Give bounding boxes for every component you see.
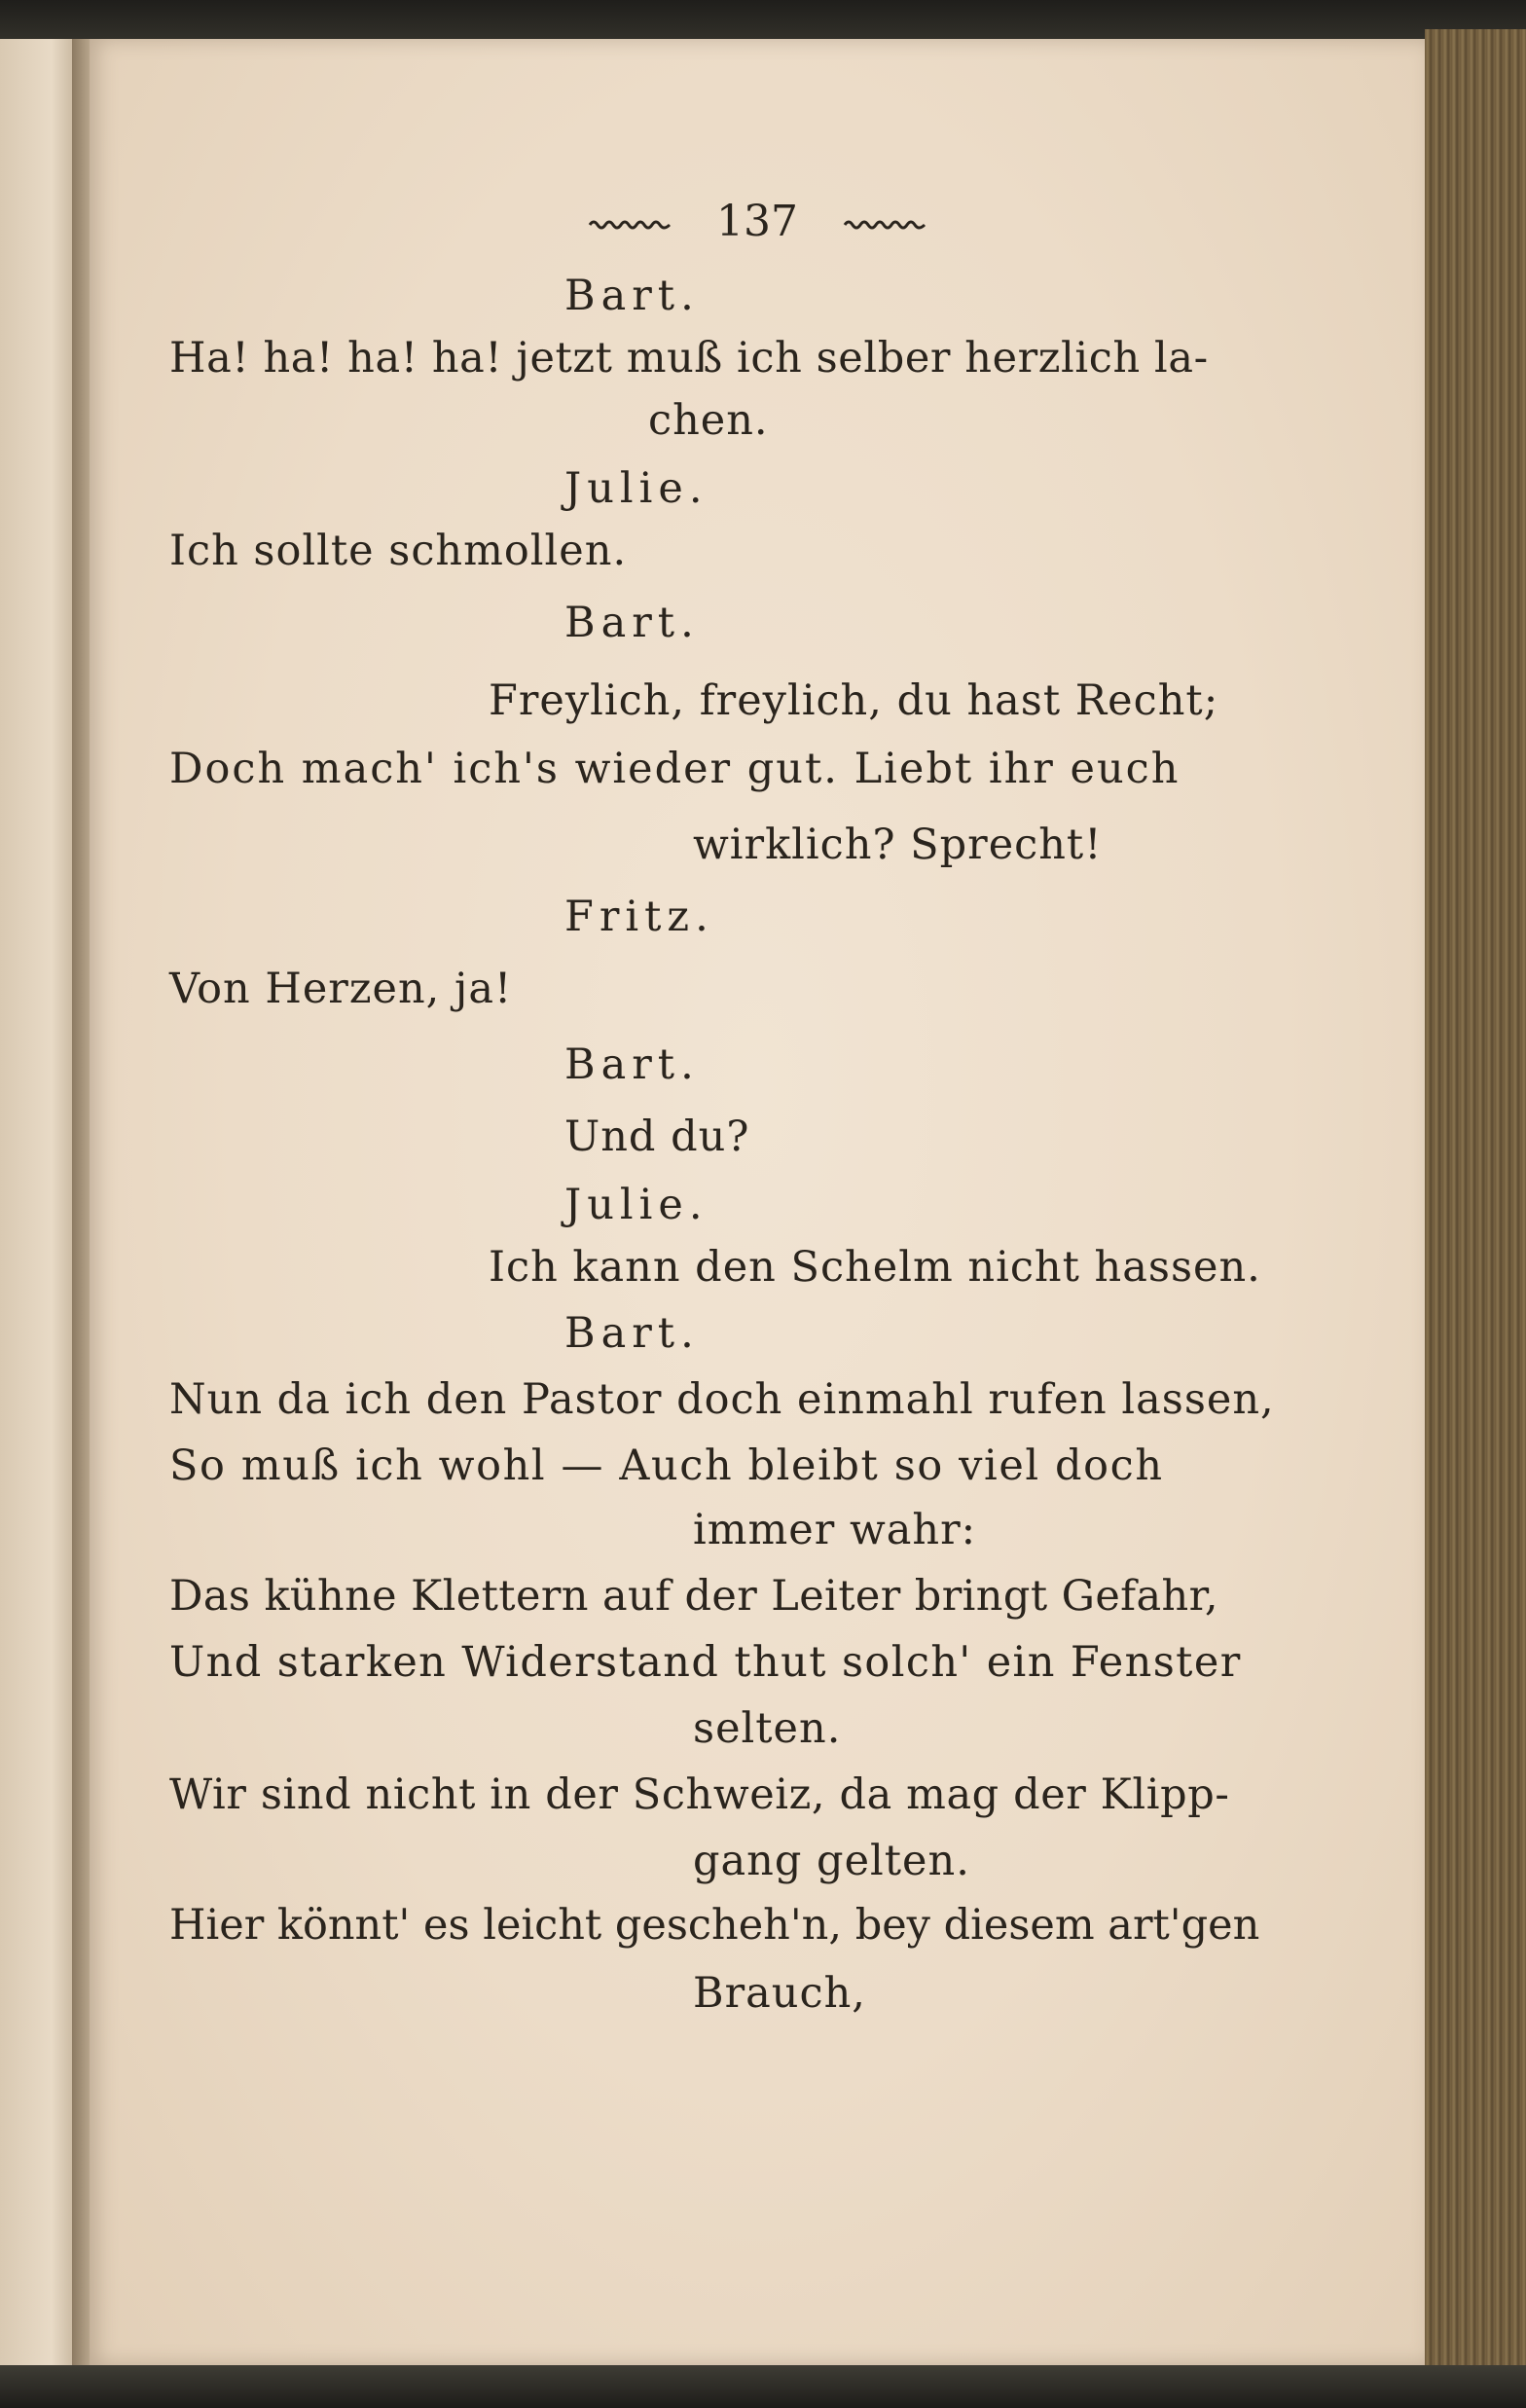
verse-line: wirklich? Sprecht! [693,821,1103,869]
verse-line: Von Herzen, ja! [169,965,513,1013]
verse-line: Das kühne Klettern auf der Leiter bringt Gefahr, [169,1572,1218,1621]
verse-line: Und du? [564,1113,750,1161]
verse-line: Nun da ich den Pastor doch einmahl rufen lassen, [169,1375,1275,1424]
speaker-label: Fritz. [564,893,714,941]
verse-line: Ha! ha! ha! ha! jetzt muß ich selber herzlich la- [169,334,1209,383]
book-cover-bottom [0,2365,1526,2408]
verse-line: Hier könnt' es leicht gescheh'n, bey diesem art'gen [169,1901,1260,1950]
speaker-label: Julie. [564,1181,708,1229]
verse-line: gang gelten. [693,1837,970,1885]
verse-line: Wir sind nicht in der Schweiz, da mag der Klipp- [169,1770,1230,1819]
speaker-label: Bart. [564,599,700,647]
speaker-label: Bart. [564,1309,700,1358]
verse-line: Und starken Widerstand thut solch' ein Fenster [169,1638,1242,1687]
verse-line: Ich kann den Schelm nicht hassen. [489,1243,1261,1292]
verse-line: So muß ich wohl — Auch bleibt so viel doch [169,1441,1164,1490]
page-number: 137 [716,197,798,246]
verse-line: selten. [693,1704,842,1753]
ornament-right-icon [843,217,926,233]
page-header [90,197,1425,247]
verse-line: Brauch, [693,1969,866,2018]
verse-line: Ich sollte schmollen. [169,527,628,575]
speaker-label: Bart. [564,272,700,320]
page-edges [1425,29,1526,2375]
verse-line: Freylich, freylich, du hast Recht; [489,676,1219,725]
ornament-left-icon [588,217,672,233]
speaker-label: Bart. [564,1040,700,1089]
page-text [90,39,1425,2365]
verse-line: immer wahr: [693,1506,977,1554]
verse-line: chen. [648,396,769,445]
speaker-label: Julie. [564,464,708,513]
verse-line: Doch mach' ich's wieder gut. Liebt ihr euch [169,745,1181,793]
